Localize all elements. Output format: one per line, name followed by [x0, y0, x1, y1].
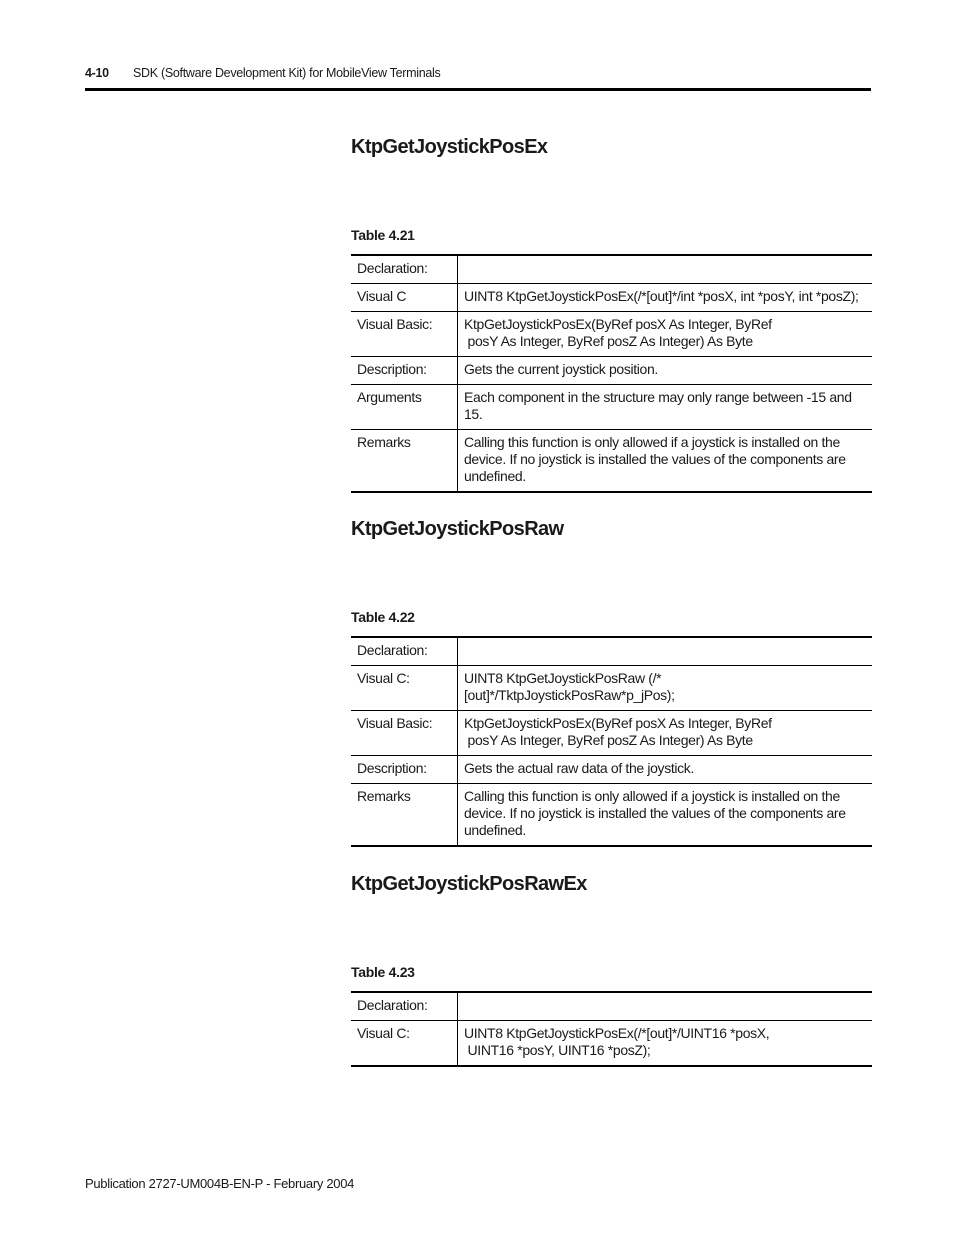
- row-value: UINT8 KtpGetJoystickPosRaw (/*[out]*/TktpJoystickPosRaw*p_jPos);: [458, 666, 873, 711]
- table-row: [351, 357, 872, 385]
- table-row: [351, 637, 872, 666]
- row-label: Description:: [351, 756, 458, 784]
- row-value: UINT8 KtpGetJoystickPosEx(/*[out]*/int *posX, int *posY, int *posZ);: [458, 284, 873, 312]
- header-rule: [85, 88, 871, 91]
- row-value: Calling this function is only allowed if a joystick is installed on the device. If no joystick is installed the values of the components are undefined.: [458, 784, 873, 847]
- row-value: KtpGetJoystickPosEx(ByRef posX As Integer, ByRef posY As Integer, ByRef posZ As Integer) As Byte: [458, 312, 873, 357]
- row-value: [458, 637, 873, 666]
- row-label: Declaration:: [351, 637, 458, 666]
- row-value: UINT8 KtpGetJoystickPosEx(/*[out]*/UINT16 *posX, UINT16 *posY, UINT16 *posZ);: [458, 1021, 873, 1067]
- spec-table: [351, 254, 872, 493]
- table-caption: Table 4.22: [351, 609, 415, 625]
- running-title: SDK (Software Development Kit) for MobileView Terminals: [133, 66, 441, 80]
- table-row: [351, 312, 872, 357]
- table-row: [351, 711, 872, 756]
- section-heading: KtpGetJoystickPosRawEx: [351, 873, 587, 895]
- row-value: Each component in the structure may only range between -15 and 15.: [458, 385, 873, 430]
- table-row: [351, 1021, 872, 1067]
- section-heading: KtpGetJoystickPosEx: [351, 136, 548, 158]
- row-label: Visual C: [351, 284, 458, 312]
- row-label: Declaration:: [351, 255, 458, 284]
- row-value: Calling this function is only allowed if a joystick is installed on the device. If no joystick is installed the values of the components are undefined.: [458, 430, 873, 493]
- section-heading: KtpGetJoystickPosRaw: [351, 518, 564, 540]
- table-caption: Table 4.23: [351, 964, 415, 980]
- row-value: [458, 255, 873, 284]
- row-label: Visual Basic:: [351, 312, 458, 357]
- table-row: [351, 385, 872, 430]
- table-row: [351, 756, 872, 784]
- row-label: Visual Basic:: [351, 711, 458, 756]
- table-row: [351, 992, 872, 1021]
- page-header: [85, 64, 871, 90]
- row-value: Gets the actual raw data of the joystick.: [458, 756, 873, 784]
- table-row: [351, 430, 872, 493]
- row-label: Declaration:: [351, 992, 458, 1021]
- table-row: [351, 784, 872, 847]
- spec-table: [351, 636, 872, 847]
- row-label: Remarks: [351, 784, 458, 847]
- row-value: KtpGetJoystickPosEx(ByRef posX As Integer, ByRef posY As Integer, ByRef posZ As Integer) As Byte: [458, 711, 873, 756]
- spec-table: [351, 991, 872, 1067]
- page-number: 4-10: [85, 66, 109, 80]
- table-row: [351, 284, 872, 312]
- row-value: Gets the current joystick position.: [458, 357, 873, 385]
- table-row: [351, 666, 872, 711]
- row-label: Remarks: [351, 430, 458, 493]
- row-value: [458, 992, 873, 1021]
- row-label: Visual C:: [351, 666, 458, 711]
- publication-footer: Publication 2727-UM004B-EN-P - February 2004: [85, 1176, 355, 1191]
- row-label: Arguments: [351, 385, 458, 430]
- table-caption: Table 4.21: [351, 227, 415, 243]
- row-label: Visual C:: [351, 1021, 458, 1067]
- row-label: Description:: [351, 357, 458, 385]
- table-row: [351, 255, 872, 284]
